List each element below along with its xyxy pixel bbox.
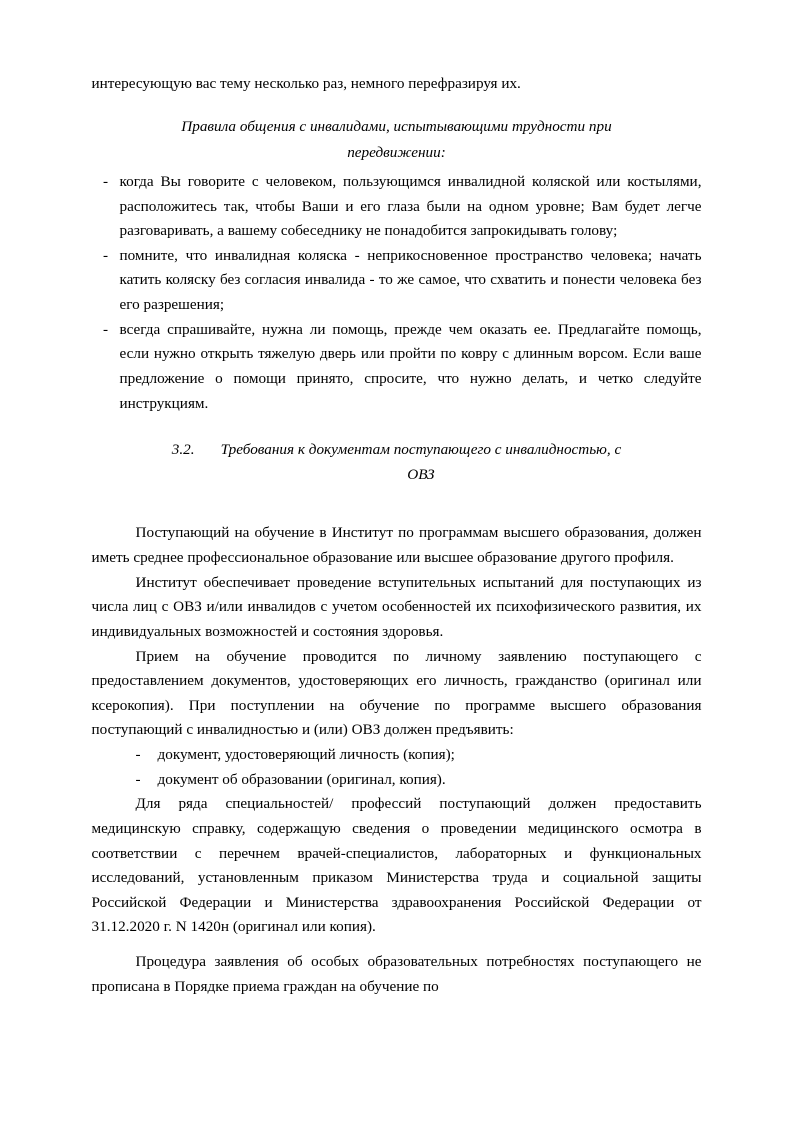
list-item-text: когда Вы говорите с человеком, пользующимся инвалидной коляской или костылями, расположитесь так, чтобы Ваши и его глаза были на одном уровне; Вам будет легче разговаривать, а вашему собеседнику не понадобится запрокидывать голову;: [119, 172, 702, 240]
bullet-dash-icon: -: [102, 246, 109, 264]
rules-bullet-list: [92, 170, 702, 416]
page-body: [92, 72, 702, 999]
document-requirements-list: [92, 743, 702, 792]
bullet-dash-icon: -: [102, 172, 109, 190]
continuation-line: интересующую вас тему несколько раз, немного перефразируя их.: [91, 75, 521, 92]
paragraph: Прием на обучение проводится по личному заявлению поступающего с предоставлением документов, удостоверяющих его личность, гражданство (оригинал или ксерокопия). При поступлении на обучение по программе высшего образования поступающий с инвалидностью и (или) ОВЗ должен предъявить:: [91, 647, 702, 739]
list-item-text: документ, удостоверяющий личность (копия);: [157, 746, 455, 763]
list-item: [92, 743, 702, 768]
section-number: 3.2.: [171, 441, 195, 459]
bullet-dash-icon: -: [135, 770, 141, 788]
paragraph: Поступающий на обучение в Институт по программам высшего образования, должен иметь среднее профессиональное образование или высшее образование другого профиля.: [91, 524, 702, 566]
list-item-text: помните, что инвалидная коляска - неприкосновенное пространство человека; начать катить коляску без согласия инвалида - то же самое, что схватить и понести человека без его разрешения;: [119, 246, 702, 313]
spacer: [92, 940, 702, 950]
rules-heading-line-1: Правила общения с инвалидами, испытывающими трудности при: [181, 117, 612, 135]
list-item: [92, 244, 702, 318]
section-title: [221, 438, 622, 487]
section-title-line-2: ОВЗ: [407, 465, 435, 483]
list-item-text: документ об образовании (оригинал, копия).: [157, 770, 446, 788]
paragraph: Процедура заявления об особых образовательных потребностях поступающего не прописана в Порядке приема граждан на обучение по: [91, 953, 702, 995]
bullet-dash-icon: -: [102, 320, 109, 338]
list-item-text: всегда спрашивайте, нужна ли помощь, прежде чем оказать ее. Предлагайте помощь, если нужно открыть тяжелую дверь или пройти по ковру с длинным ворсом. Если ваше предложение о помощи принято, спросите, что нужно делать, и четко следуйте инструкциям.: [119, 320, 702, 412]
paragraph: Для ряда специальностей/ профессий поступающий должен предоставить медицинскую справку, содержащую сведения о проведении медицинского осмотра в соответствии с перечнем врачей-специалистов, лабораторных и функциональных исследований, установленным приказом Министерства труда и социальной защиты Российской Федерации и Министерства здравоохранения Российской Федерации от 31.12.2020 г. N 1420н (оригинал или копия).: [91, 795, 702, 936]
spacer: [92, 491, 702, 501]
rules-heading-line-2: передвижении:: [347, 144, 446, 162]
list-item: [92, 318, 702, 417]
section-title-line-1: Требования к документам поступающего с инвалидностью, с: [220, 441, 622, 459]
paragraph: Институт обеспечивает проведение вступительных испытаний для поступающих из числа лиц с ОВЗ и/или инвалидов с учетом особенностей их психофизического развития, их индивидуальных возможностей и состояния здоровья.: [91, 573, 702, 640]
bullet-dash-icon: -: [135, 746, 141, 763]
list-item: [92, 768, 702, 793]
list-item: [92, 170, 702, 244]
section-heading: [92, 438, 702, 487]
